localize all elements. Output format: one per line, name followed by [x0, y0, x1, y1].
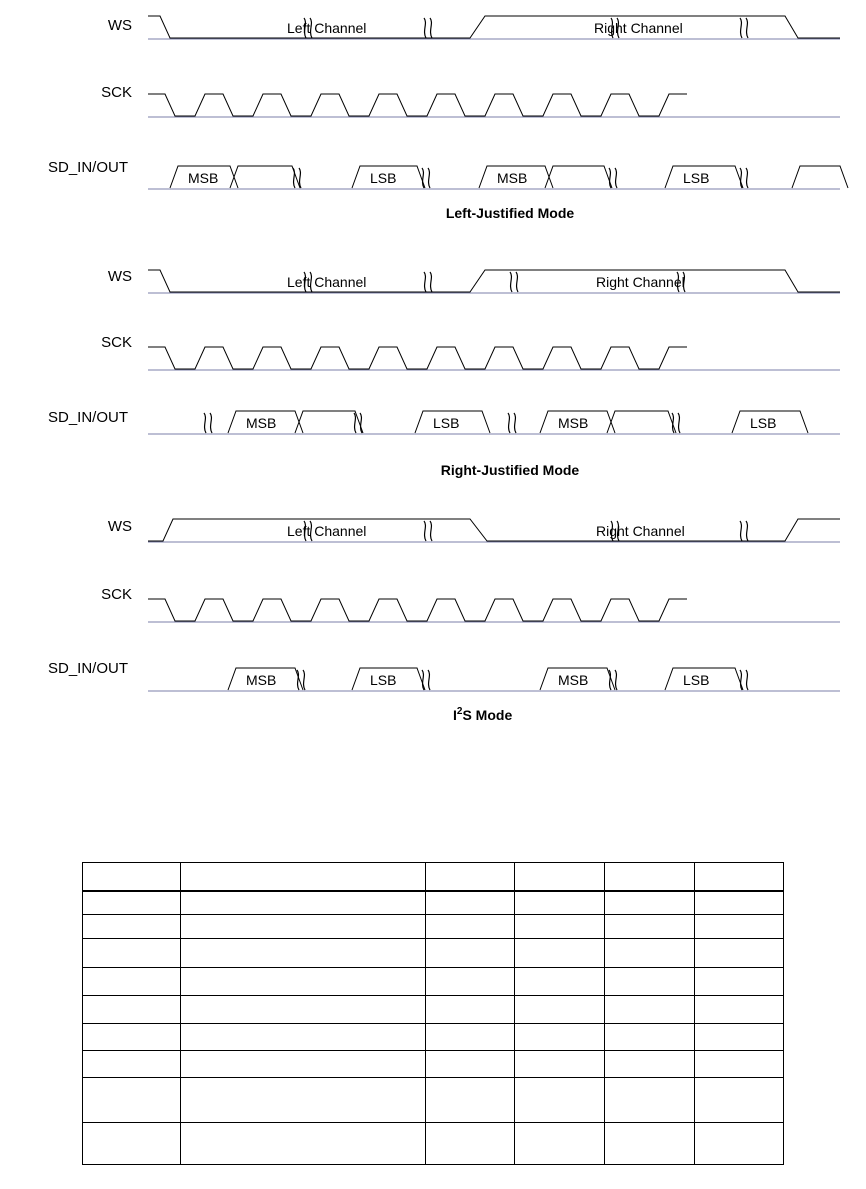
table-cell — [605, 1078, 695, 1123]
table-cell — [695, 915, 784, 939]
table-cell — [426, 1123, 515, 1165]
right-justified-section — [48, 268, 840, 478]
ws-waveform — [148, 519, 840, 542]
mode-title-right-justified: Right-Justified Mode — [440, 462, 580, 478]
table-cell — [695, 1078, 784, 1123]
table-row — [83, 891, 784, 915]
table-cell — [605, 1051, 695, 1078]
ws-break-mark — [424, 272, 432, 292]
table-row — [83, 939, 784, 968]
right-channel-label: Right Channel — [596, 274, 685, 290]
table-cell — [515, 996, 605, 1024]
table-cell — [426, 915, 515, 939]
table-cell — [83, 996, 181, 1024]
table-cell — [426, 863, 515, 891]
table-cell — [695, 968, 784, 996]
ws-break-mark — [510, 272, 518, 292]
table-cell — [426, 996, 515, 1024]
table-cell — [426, 1078, 515, 1123]
table-cell — [695, 891, 784, 915]
ws-break-mark — [740, 18, 748, 38]
table-cell — [83, 915, 181, 939]
table-cell — [83, 863, 181, 891]
ws-label: WS — [107, 268, 132, 285]
msb-label: MSB — [246, 672, 277, 688]
table-cell — [83, 1123, 181, 1165]
table-cell — [605, 1024, 695, 1051]
table-row — [83, 1123, 784, 1165]
table-cell — [695, 863, 784, 891]
table-row — [83, 1078, 784, 1123]
table-cell — [181, 939, 426, 968]
ws-break-mark — [740, 521, 748, 541]
ws-waveform — [148, 16, 840, 39]
table-row — [83, 1051, 784, 1078]
lsb-label: LSB — [683, 672, 710, 688]
table-cell — [515, 891, 605, 915]
sd-break-mark — [740, 670, 748, 690]
sck-label: SCK — [101, 334, 132, 351]
table-cell — [695, 1051, 784, 1078]
sd-break-mark — [609, 670, 617, 690]
table-cell — [605, 915, 695, 939]
table-cell — [181, 915, 426, 939]
table-cell — [695, 939, 784, 968]
sd-break-mark — [422, 670, 430, 690]
msb-label: MSB — [497, 170, 528, 186]
sd-break-mark — [293, 168, 301, 188]
table-cell — [605, 1123, 695, 1165]
ws-waveform — [148, 270, 840, 293]
left-channel-label: Left Channel — [287, 274, 367, 290]
sck-waveform — [148, 94, 840, 117]
sd-break-mark — [354, 413, 362, 433]
table-cell — [181, 968, 426, 996]
right-channel-label: Right Channel — [596, 523, 685, 539]
table-cell — [605, 891, 695, 915]
table-cell — [181, 863, 426, 891]
table-cell — [181, 1078, 426, 1123]
table-cell — [605, 968, 695, 996]
table-cell — [515, 1123, 605, 1165]
msb-label: MSB — [246, 415, 277, 431]
table-cell — [83, 1024, 181, 1051]
ws-break-mark — [424, 521, 432, 541]
table-cell — [426, 891, 515, 915]
sd-break-mark — [422, 168, 430, 188]
sd-break-mark — [740, 168, 748, 188]
table-cell — [181, 1123, 426, 1165]
table-cell — [83, 939, 181, 968]
table-cell — [515, 1051, 605, 1078]
table-cell — [515, 1078, 605, 1123]
ws-break-mark — [424, 18, 432, 38]
table-cell — [515, 1024, 605, 1051]
sd-label: SD_IN/OUT — [47, 660, 128, 677]
sd-break-mark — [672, 413, 680, 433]
right-channel-label: Right Channel — [594, 20, 683, 36]
sck-label: SCK — [101, 84, 132, 101]
mode-title-left-justified: Left-Justified Mode — [445, 205, 575, 221]
sd-waveform — [148, 411, 840, 434]
table-cell — [605, 939, 695, 968]
sd-waveform — [148, 166, 848, 189]
table-cell — [695, 996, 784, 1024]
table-cell — [426, 1051, 515, 1078]
lsb-label: LSB — [683, 170, 710, 186]
table-cell — [605, 863, 695, 891]
table-row — [83, 996, 784, 1024]
table-row — [83, 915, 784, 939]
sd-break-mark — [297, 670, 305, 690]
table-cell — [83, 891, 181, 915]
ws-label: WS — [107, 518, 132, 535]
table-cell — [426, 968, 515, 996]
table-cell — [515, 939, 605, 968]
table-cell — [515, 968, 605, 996]
mode-title-i2s: $I^2S$ Mode — [453, 706, 513, 723]
sd-break-mark — [508, 413, 516, 433]
table-cell — [605, 996, 695, 1024]
left-justified-section — [48, 16, 848, 221]
table-cell — [181, 1024, 426, 1051]
msb-label: MSB — [558, 415, 589, 431]
left-channel-label: Left Channel — [287, 20, 367, 36]
left-channel-label: Left Channel — [287, 523, 367, 539]
table-row — [83, 968, 784, 996]
table-row — [83, 1024, 784, 1051]
sck-waveform — [148, 347, 840, 370]
sd-waveform — [148, 668, 840, 691]
table-cell — [515, 915, 605, 939]
sd-break-mark — [204, 413, 212, 433]
sd-label: SD_IN/OUT — [47, 159, 128, 176]
lsb-label: LSB — [433, 415, 460, 431]
table-cell — [83, 1051, 181, 1078]
sd-break-mark — [609, 168, 617, 188]
sd-label: SD_IN/OUT — [47, 409, 128, 426]
table-header-row — [83, 863, 784, 891]
lsb-label: LSB — [370, 170, 397, 186]
table-cell — [83, 968, 181, 996]
table-cell — [181, 891, 426, 915]
table-cell — [426, 939, 515, 968]
msb-label: MSB — [188, 170, 219, 186]
timing-table — [82, 862, 784, 1165]
sck-label: SCK — [101, 586, 132, 603]
table-cell — [695, 1123, 784, 1165]
lsb-label: LSB — [750, 415, 777, 431]
ws-label: WS — [107, 17, 132, 34]
table-cell — [181, 1051, 426, 1078]
table-cell — [695, 1024, 784, 1051]
table-cell — [83, 1078, 181, 1123]
table-cell — [515, 863, 605, 891]
i2s-section — [48, 518, 840, 723]
table-cell — [426, 1024, 515, 1051]
table-cell — [181, 996, 426, 1024]
sck-waveform — [148, 599, 840, 622]
msb-label: MSB — [558, 672, 589, 688]
lsb-label: LSB — [370, 672, 397, 688]
